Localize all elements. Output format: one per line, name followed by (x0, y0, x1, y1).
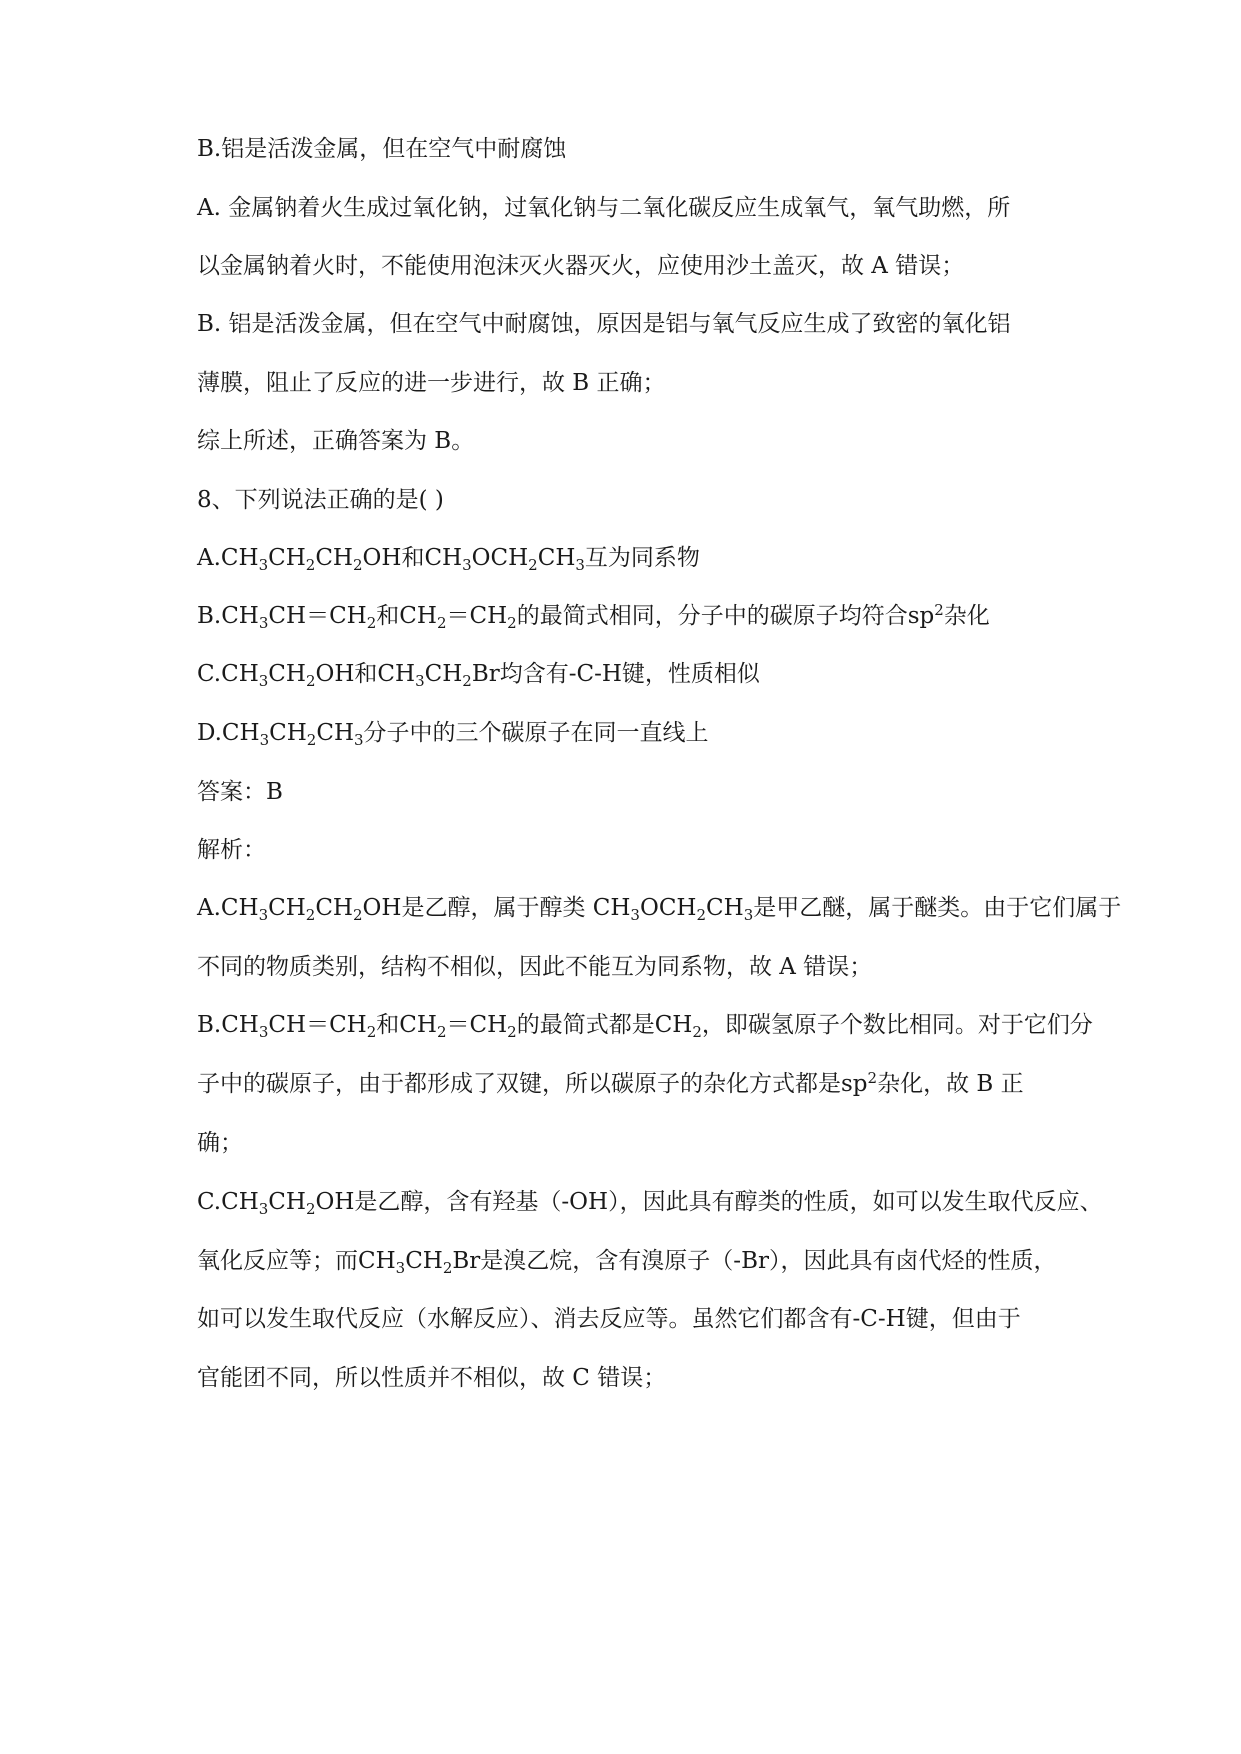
text-segment: 2 (528, 556, 538, 574)
text-segment: Br均含有-C-H键，性质相似 (471, 661, 760, 687)
text-line-l10 (197, 659, 1141, 689)
text-segment: 2 (436, 1023, 447, 1041)
text-segment: 和CH (376, 603, 437, 629)
text-segment: 杂化，故 B 正 (877, 1071, 1024, 1097)
text-segment: 确； (197, 1130, 243, 1156)
text-segment: CH (268, 895, 306, 921)
text-segment: CH (268, 545, 306, 571)
text-segment: ＝CH (446, 1012, 508, 1038)
text-segment: 互为同系物 (584, 545, 700, 571)
text-segment: 3 (258, 556, 269, 574)
text-line-l4 (197, 309, 1141, 339)
text-line-l19 (197, 1187, 1141, 1217)
text-segment: 3 (258, 614, 269, 632)
text-segment: ，即碳氢原子个数比相同。对于它们分 (701, 1012, 1093, 1038)
text-line-l16 (197, 1010, 1141, 1040)
text-segment: 2 (934, 601, 944, 619)
text-segment: 2 (696, 906, 707, 924)
text-segment: CH＝CH (268, 603, 367, 629)
text-segment: 2 (442, 1259, 453, 1277)
text-segment: CH (315, 895, 353, 921)
text-segment: A.CH (197, 895, 259, 921)
text-line-l3 (197, 251, 1141, 281)
text-line-l11 (197, 718, 1141, 748)
text-line-l21 (197, 1304, 1141, 1334)
text-segment: 8、下列说法正确的是( ) (197, 487, 444, 513)
text-line-l2 (197, 193, 1141, 223)
text-segment: 2 (436, 614, 447, 632)
text-segment: 2 (305, 672, 316, 690)
text-segment: 3 (258, 1200, 269, 1218)
text-segment: D.CH (197, 720, 260, 746)
text-segment: 的最简式相同，分子中的碳原子均符合sp (516, 603, 935, 629)
text-line-l22 (197, 1363, 1141, 1393)
text-segment: 官能团不同，所以性质并不相似，故 C 错误； (197, 1365, 667, 1391)
text-line-l9 (197, 601, 1141, 631)
text-segment: 2 (692, 1023, 702, 1041)
text-segment: 2 (366, 1023, 377, 1041)
text-segment: 如可以发生取代反应（水解反应）、消去反应等。虽然它们都含有-C-H键，但由于 (197, 1306, 1021, 1332)
text-line-l20 (197, 1246, 1141, 1276)
text-segment: A.CH (197, 545, 259, 571)
text-segment: 和CH (376, 1012, 437, 1038)
text-line-l13 (197, 835, 1141, 865)
text-segment: 杂化 (943, 603, 990, 629)
text-segment: OCH (471, 545, 529, 571)
text-segment: 3 (395, 1259, 406, 1277)
text-segment: CH (405, 1248, 443, 1274)
text-segment: OH是乙醇，属于醇类 CH (362, 895, 631, 921)
text-segment: B.CH (197, 1012, 259, 1038)
text-segment: 子中的碳原子，由于都形成了双键，所以碳原子的杂化方式都是sp (197, 1071, 868, 1097)
text-segment: 分子中的三个碳原子在同一直线上 (363, 720, 709, 746)
text-line-l12 (197, 777, 1141, 807)
text-segment: CH (316, 720, 354, 746)
text-segment: 2 (305, 1200, 316, 1218)
text-segment: B. 铝是活泼金属，但在空气中耐腐蚀，原因是铝与氧气反应生成了致密的氧化铝 (197, 311, 1011, 337)
text-segment: 2 (352, 906, 363, 924)
text-segment: 的最简式都是CH (516, 1012, 693, 1038)
text-segment: 2 (306, 731, 317, 749)
text-segment: CH (537, 545, 576, 571)
text-segment: CH (268, 661, 306, 687)
text-segment: CH (315, 545, 353, 571)
text-line-l14 (197, 893, 1141, 923)
text-segment: 2 (507, 614, 517, 632)
text-segment: Br是溴乙烷，含有溴原子（-Br），因此具有卤代烃的性质， (452, 1248, 1057, 1274)
text-segment: 2 (305, 556, 316, 574)
text-segment: 3 (354, 731, 364, 749)
text-segment: B.铝是活泼金属，但在空气中耐腐蚀 (197, 136, 567, 162)
text-line-l18 (197, 1128, 1141, 1158)
text-segment: 薄膜，阻止了反应的进一步进行，故 B 正确； (197, 370, 666, 396)
text-segment: 2 (462, 672, 472, 690)
text-segment: 以金属钠着火时，不能使用泡沫灭火器灭火，应使用沙土盖灭，故 A 错误； (197, 253, 965, 279)
text-segment: A. 金属钠着火生成过氧化钠，过氧化钠与二氧化碳反应生成氧气，氧气助燃，所 (197, 195, 1011, 221)
text-segment: CH (706, 895, 744, 921)
text-segment: 2 (507, 1023, 517, 1041)
text-segment: 3 (258, 672, 269, 690)
text-segment: 综上所述，正确答案为 B。 (197, 428, 475, 454)
text-segment: C.CH (197, 661, 259, 687)
text-segment: 2 (352, 556, 363, 574)
text-segment: 3 (259, 731, 270, 749)
text-line-l5 (197, 368, 1141, 398)
text-segment: 2 (366, 614, 377, 632)
text-line-l7 (197, 485, 1141, 515)
text-segment: C.CH (197, 1189, 259, 1215)
text-segment: 3 (462, 556, 472, 574)
text-segment: OH是乙醇，含有羟基（-OH），因此具有醇类的性质，如可以发生取代反应、 (315, 1189, 1103, 1215)
text-segment: 解析： (197, 837, 266, 863)
text-segment: 3 (258, 906, 269, 924)
text-segment: 2 (305, 906, 316, 924)
text-segment: 3 (415, 672, 425, 690)
text-segment: B.CH (197, 603, 259, 629)
text-line-l17 (197, 1069, 1141, 1099)
text-segment: 3 (575, 556, 585, 574)
text-segment: 答案：B (197, 779, 283, 805)
text-segment: 3 (743, 906, 754, 924)
text-segment: OCH (639, 895, 697, 921)
text-line-l1 (197, 134, 1141, 164)
text-segment: 3 (258, 1023, 269, 1041)
text-segment: 2 (867, 1069, 878, 1087)
text-segment: OH和CH (362, 545, 463, 571)
text-segment: ＝CH (446, 603, 508, 629)
text-segment: CH＝CH (268, 1012, 367, 1038)
text-segment: 氧化反应等；而CH (197, 1248, 396, 1274)
text-line-l8 (197, 543, 1141, 573)
text-line-l6 (197, 426, 1141, 456)
text-segment: 3 (630, 906, 640, 924)
text-segment: CH (424, 661, 463, 687)
text-segment: 不同的物质类别，结构不相似，因此不能互为同系物，故 A 错误； (197, 954, 873, 980)
text-line-l15 (197, 952, 1141, 982)
text-segment: CH (269, 720, 307, 746)
text-segment: OH和CH (315, 661, 416, 687)
text-segment: CH (268, 1189, 306, 1215)
text-segment: 是甲乙醚，属于醚类。由于它们属于 (753, 895, 1122, 921)
